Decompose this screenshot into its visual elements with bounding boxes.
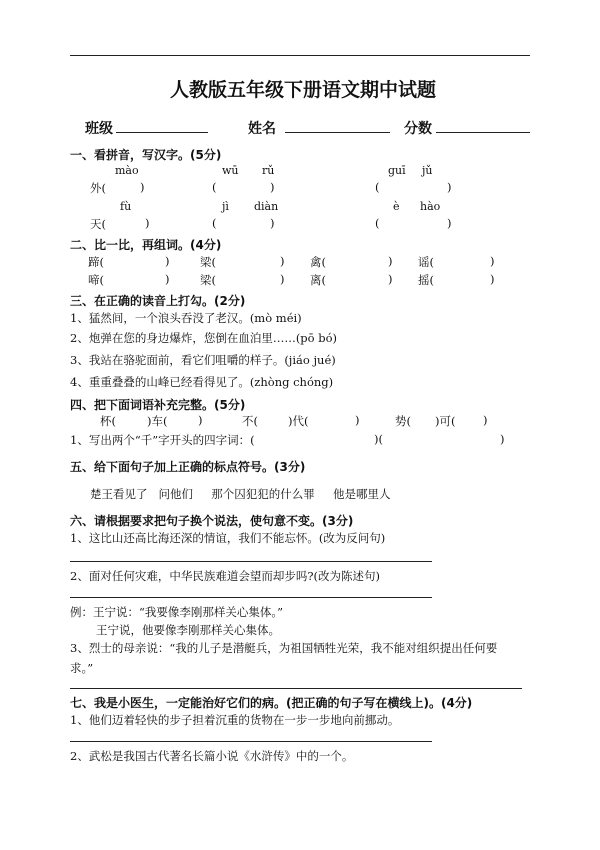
char-item: ): [388, 272, 393, 286]
char-item: ): [490, 254, 495, 268]
pinyin: guī: [388, 164, 406, 177]
pinyin: jǔ: [422, 164, 433, 177]
pinyin: diàn: [254, 200, 279, 213]
char-item: 啼(: [88, 273, 104, 287]
question-line: 1、他们迈着轻快的步子担着沉重的货物在一步一步地向前挪动。: [70, 713, 400, 727]
answer-bracket: 天(: [90, 217, 106, 231]
class-field[interactable]: [116, 132, 208, 133]
question-line: 1、猛然间，一个浪头吞没了老汉。(mò méi): [70, 311, 302, 325]
answer-line[interactable]: [70, 561, 432, 562]
answer-bracket: (: [375, 180, 380, 194]
section-7-heading: 七、我是小医生，一定能治好它们的病。(把正确的句子写在横线上)。(4分): [70, 696, 473, 710]
top-rule: [70, 55, 530, 56]
char-item: ): [280, 254, 285, 268]
example-line: 王宁说，他要像李刚那样关心集体。: [96, 623, 280, 637]
char-item: 梁(: [200, 273, 216, 287]
fill-item: ): [198, 413, 203, 427]
example-line: 例：王宁说：“我要像李刚那样关心集体。”: [70, 605, 284, 619]
section-6-heading: 六、请根据要求把句子换个说法，使句意不变。(3分): [70, 514, 354, 528]
fill-item: ): [355, 413, 360, 427]
char-item: 谣(: [418, 255, 434, 269]
fill-item: )车(: [147, 414, 168, 428]
answer-bracket: 外(: [90, 181, 106, 195]
answer-bracket: ): [270, 180, 275, 194]
char-item: ): [490, 272, 495, 286]
pinyin: jì: [222, 200, 229, 213]
char-item: ): [280, 272, 285, 286]
answer-bracket: (: [212, 216, 217, 230]
fill-item: 杯(: [100, 414, 116, 428]
question-line: 3、我站在骆驼面前，看它们咀嚼的样子。(jiáo jué): [70, 353, 336, 367]
section-4-heading: 四、把下面词语补充完整。(5分): [70, 398, 246, 412]
score-label: 分数: [404, 121, 432, 137]
name-label: 姓名: [248, 121, 276, 137]
answer-line[interactable]: [70, 741, 432, 742]
question-line: 2、面对任何灾难，中华民族难道会望而却步吗?(改为陈述句): [70, 569, 380, 583]
question-line: 4、重重叠叠的山峰已经看得见了。(zhòng chóng): [70, 375, 334, 389]
pinyin: rǔ: [262, 164, 275, 177]
class-label: 班级: [85, 121, 113, 137]
answer-bracket: ): [145, 216, 150, 230]
question-line: 求。”: [70, 661, 94, 675]
pinyin: mào: [115, 164, 139, 177]
pinyin: è: [393, 200, 400, 213]
answer-bracket: ): [447, 180, 452, 194]
char-item: 梁(: [200, 255, 216, 269]
section-5-heading: 五、给下面句子加上正确的标点符号。(3分): [70, 460, 306, 474]
page-title: 人教版五年级下册语文期中试题: [170, 79, 437, 101]
section-2-heading: 二、比一比，再组词。(4分): [70, 238, 222, 252]
char-item: ): [165, 272, 170, 286]
question-line: 1、这比山还高比海还深的情谊，我们不能忘怀。(改为反问句): [70, 531, 386, 545]
name-field[interactable]: [285, 132, 390, 133]
question-line: 2、武松是我国古代著名长篇小说《水浒传》中的一个。: [70, 749, 354, 763]
char-item: 禽(: [310, 255, 326, 269]
answer-bracket: ): [500, 432, 505, 446]
section-1-heading: 一、看拼音，写汉字。(5分): [70, 148, 222, 162]
char-item: ): [165, 254, 170, 268]
answer-line[interactable]: [70, 597, 432, 598]
pinyin: fù: [120, 200, 132, 213]
answer-line[interactable]: [70, 688, 522, 689]
answer-bracket: (: [375, 216, 380, 230]
answer-bracket: ): [447, 216, 452, 230]
fill-item: 不(: [242, 414, 258, 428]
char-item: ): [388, 254, 393, 268]
question-line: 3、烈士的母亲说：“我的儿子是潜艇兵，为祖国牺牲光荣，我不能对组织提出任何要: [70, 641, 498, 655]
fill-item: )可(: [435, 414, 456, 428]
fill-item: ): [483, 413, 488, 427]
section-3-heading: 三、在正确的读音上打勾。(2分): [70, 294, 246, 308]
char-item: 离(: [310, 273, 326, 287]
char-item: 摇(: [418, 273, 434, 287]
question-line: 2、炮弹在您的身边爆炸，您倒在血泊里……(pō bó): [70, 331, 338, 345]
answer-bracket: ): [270, 216, 275, 230]
answer-bracket: )(: [374, 432, 383, 446]
char-item: 蹄(: [88, 255, 104, 269]
score-field[interactable]: [436, 132, 530, 133]
pinyin: wū: [222, 164, 239, 177]
question-line: 1、写出两个“千”字开头的四字词：(: [70, 433, 255, 447]
fill-item: 势(: [395, 414, 411, 428]
answer-bracket: (: [212, 180, 217, 194]
answer-bracket: ): [140, 180, 145, 194]
fill-item: )代(: [288, 414, 309, 428]
punctuation-sentence: 楚王看见了 问他们 那个囚犯犯的什么罪 他是哪里人: [90, 487, 391, 501]
pinyin: hào: [420, 200, 441, 213]
